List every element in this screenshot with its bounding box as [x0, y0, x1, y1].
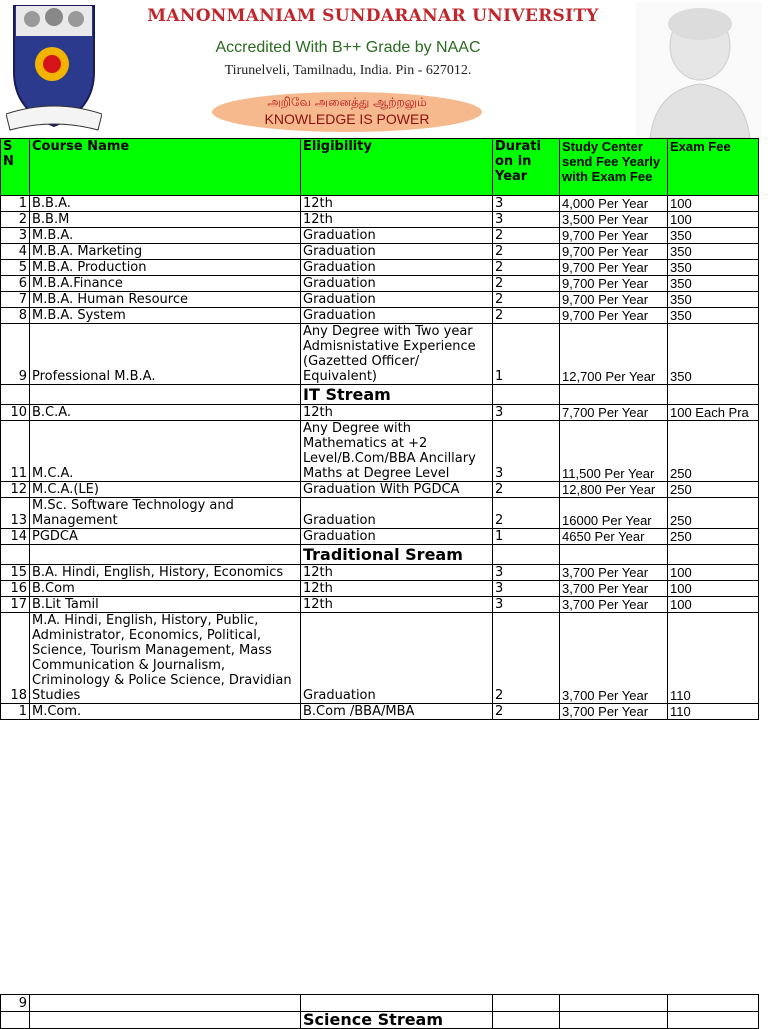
stream-blank: [1, 1012, 30, 1029]
row-duration: 3: [493, 597, 560, 613]
table-row: [1, 228, 759, 244]
stream-blank: [560, 385, 668, 405]
row-eligibility: 12th: [301, 565, 493, 581]
stream-blank: [1, 545, 30, 565]
stream-heading: Traditional Sream: [301, 545, 493, 565]
row-sn: 13: [1, 498, 30, 529]
row-sn: 16: [1, 581, 30, 597]
row-duration: 2: [493, 704, 560, 720]
row-eligibility: Graduation With PGDCA: [301, 482, 493, 498]
row-exam-fee: 250: [668, 482, 759, 498]
row-exam-fee: 250: [668, 498, 759, 529]
stream-blank: [30, 545, 301, 565]
row-exam-fee: 350: [668, 292, 759, 308]
row-sn: 1: [1, 704, 30, 720]
row-exam-fee: 100: [668, 597, 759, 613]
row-course: M.B.A.Finance: [30, 276, 301, 292]
table-row: [1, 324, 759, 385]
row-eligibility: Graduation: [301, 244, 493, 260]
page-header: [0, 0, 768, 138]
row-fee: 16000 Per Year: [560, 498, 668, 529]
row-duration: 3: [493, 196, 560, 212]
row-sn: 18: [1, 613, 30, 704]
row-sn: 8: [1, 308, 30, 324]
table-row: [1, 529, 759, 545]
row-fee: 9,700 Per Year: [560, 244, 668, 260]
row-sn-continued: 9: [1, 995, 30, 1012]
table-row: [1, 308, 759, 324]
row-course: Professional M.B.A.: [30, 324, 301, 385]
row-exam-fee: 100: [668, 581, 759, 597]
row-sn: 9: [1, 324, 30, 385]
table-header-row: [1, 139, 759, 196]
course-table: [0, 138, 759, 720]
table-row: [1, 196, 759, 212]
row-eligibility: Graduation: [301, 613, 493, 704]
row-eligibility: Graduation: [301, 228, 493, 244]
row-course: M.A. Hindi, English, History, Public, Administrator, Economics, Political, Science, Tourism Management, Mass Communication & Journalism, Criminology & Police Science, Dravidian Studies: [30, 613, 301, 704]
row-duration: 3: [493, 405, 560, 421]
row-course: M.Sc. Software Technology and Management: [30, 498, 301, 529]
row-duration: 3: [493, 581, 560, 597]
row-fee: 9,700 Per Year: [560, 292, 668, 308]
stream-blank: [560, 545, 668, 565]
table-row: [1, 581, 759, 597]
stream-heading: Science Stream: [301, 1012, 493, 1029]
row-fee: 3,700 Per Year: [560, 581, 668, 597]
row-duration: 2: [493, 292, 560, 308]
stream-blank: [493, 1012, 560, 1029]
stream-row: [1, 1012, 759, 1029]
row-course: B.A. Hindi, English, History, Economics: [30, 565, 301, 581]
row-exam-fee: 110: [668, 613, 759, 704]
university-name: MANONMANIAM SUNDARANAR UNIVERSITY: [147, 6, 599, 26]
stream-blank: [493, 385, 560, 405]
row-sn: 2: [1, 212, 30, 228]
row-sn: 7: [1, 292, 30, 308]
table-row: [1, 212, 759, 228]
row-eligibility: 12th: [301, 212, 493, 228]
stream-blank: [1, 385, 30, 405]
row-sn: 17: [1, 597, 30, 613]
row-fee: 4,000 Per Year: [560, 196, 668, 212]
stream-blank: [493, 545, 560, 565]
row-course: M.B.A. Production: [30, 260, 301, 276]
motto-tamil: அறிவே அனைத்து ஆற்றலும்: [267, 95, 427, 109]
stream-blank: [560, 1012, 668, 1029]
row-sn: 10: [1, 405, 30, 421]
row-exam-fee: 100: [668, 212, 759, 228]
row-duration: 1: [493, 324, 560, 385]
table-row: [1, 995, 759, 1012]
row-course: B.B.A.: [30, 196, 301, 212]
row-duration: 2: [493, 498, 560, 529]
row-exam-fee: 250: [668, 529, 759, 545]
table-row: [1, 597, 759, 613]
header-sn: S N: [1, 139, 30, 196]
header-exam-fee: Exam Fee: [668, 139, 759, 196]
row-fee: 3,700 Per Year: [560, 613, 668, 704]
row-fee: 9,700 Per Year: [560, 308, 668, 324]
stream-heading: IT Stream: [301, 385, 493, 405]
row-eligibility: Graduation: [301, 276, 493, 292]
row-course: M.B.A. System: [30, 308, 301, 324]
row-eligibility: Any Degree with Two year Admisnistative Experience (Gazetted Officer/ Equivalent): [301, 324, 493, 385]
table-row: [1, 405, 759, 421]
motto-banner: [212, 92, 482, 132]
header-eligibility: Eligibility: [301, 139, 493, 196]
row-course: M.C.A.(LE): [30, 482, 301, 498]
table-row: [1, 244, 759, 260]
row-duration: 2: [493, 276, 560, 292]
row-course: M.B.A.: [30, 228, 301, 244]
row-sn: 15: [1, 565, 30, 581]
table-row: [1, 498, 759, 529]
row-fee: 3,700 Per Year: [560, 565, 668, 581]
row-course: M.Com.: [30, 704, 301, 720]
row-sn: 6: [1, 276, 30, 292]
row-exam-fee: 350: [668, 276, 759, 292]
row-fee: 3,700 Per Year: [560, 704, 668, 720]
row-eligibility: B.Com /BBA/MBA: [301, 704, 493, 720]
address-text: Tirunelveli, Tamilnadu, India. Pin - 627012.: [224, 63, 472, 78]
row-duration: 2: [493, 613, 560, 704]
table-row: [1, 613, 759, 704]
header-study-center-fee: Study Center send Fee Yearly with Exam Fee: [560, 139, 668, 196]
row-course: B.C.A.: [30, 405, 301, 421]
table-row: [1, 276, 759, 292]
header-course-name: Course Name: [30, 139, 301, 196]
row-eligibility: 12th: [301, 581, 493, 597]
row-sn: 1: [1, 196, 30, 212]
row-eligibility: 12th: [301, 597, 493, 613]
row-fee: 7,700 Per Year: [560, 405, 668, 421]
table-row: [1, 292, 759, 308]
table-row: [1, 704, 759, 720]
row-sn: 14: [1, 529, 30, 545]
table-row: [1, 421, 759, 482]
stream-blank: [560, 995, 668, 1012]
row-sn: 5: [1, 260, 30, 276]
row-fee: 12,800 Per Year: [560, 482, 668, 498]
row-duration: 2: [493, 228, 560, 244]
row-duration: 2: [493, 260, 560, 276]
table-row: [1, 565, 759, 581]
founder-portrait-icon: [636, 2, 762, 138]
row-eligibility: Graduation: [301, 308, 493, 324]
stream-blank: [668, 385, 759, 405]
row-exam-fee: 350: [668, 244, 759, 260]
row-exam-fee: 350: [668, 228, 759, 244]
stream-blank: [30, 1012, 301, 1029]
row-exam-fee: 100 Each Pra: [668, 405, 759, 421]
row-course: PGDCA: [30, 529, 301, 545]
motto-english: KNOWLEDGE IS POWER: [264, 111, 430, 127]
stream-blank: [668, 1012, 759, 1029]
row-fee: 4650 Per Year: [560, 529, 668, 545]
row-exam-fee: 350: [668, 260, 759, 276]
row-course: M.B.A. Marketing: [30, 244, 301, 260]
row-duration: 3: [493, 212, 560, 228]
row-duration: 3: [493, 421, 560, 482]
row-course: M.B.A. Human Resource: [30, 292, 301, 308]
row-course: B.B.M: [30, 212, 301, 228]
stream-blank: [668, 545, 759, 565]
row-eligibility: Graduation: [301, 529, 493, 545]
row-sn: 3: [1, 228, 30, 244]
accreditation-text: Accredited With B++ Grade by NAAC: [215, 39, 481, 56]
row-fee: 3,500 Per Year: [560, 212, 668, 228]
row-exam-fee: 100: [668, 196, 759, 212]
row-exam-fee: 110: [668, 704, 759, 720]
row-duration: 1: [493, 529, 560, 545]
row-duration: 2: [493, 244, 560, 260]
row-eligibility: 12th: [301, 405, 493, 421]
row-eligibility: 12th: [301, 196, 493, 212]
row-course: B.Com: [30, 581, 301, 597]
row-exam-fee: 250: [668, 421, 759, 482]
row-eligibility: Graduation: [301, 260, 493, 276]
row-fee: 9,700 Per Year: [560, 260, 668, 276]
stream-blank: [30, 995, 301, 1012]
row-fee: 3,700 Per Year: [560, 597, 668, 613]
row-sn: 12: [1, 482, 30, 498]
row-course: B.Lit Tamil: [30, 597, 301, 613]
row-exam-fee: 350: [668, 308, 759, 324]
row-fee: 9,700 Per Year: [560, 228, 668, 244]
row-duration: 2: [493, 308, 560, 324]
stream-blank: [668, 995, 759, 1012]
row-eligibility: Graduation: [301, 292, 493, 308]
row-eligibility: Any Degree with Mathematics at +2 Level/B.Com/BBA Ancillary Maths at Degree Level: [301, 421, 493, 482]
row-fee: 12,700 Per Year: [560, 324, 668, 385]
row-duration: 2: [493, 482, 560, 498]
row-exam-fee: 350: [668, 324, 759, 385]
row-fee: 9,700 Per Year: [560, 276, 668, 292]
stream-blank: [30, 385, 301, 405]
header-duration: Durati on in Year: [493, 139, 560, 196]
row-eligibility: Graduation: [301, 498, 493, 529]
table-row: [1, 482, 759, 498]
stream-blank: [493, 995, 560, 1012]
stream-row: [1, 545, 759, 565]
row-course: M.C.A.: [30, 421, 301, 482]
row-fee: 11,500 Per Year: [560, 421, 668, 482]
table-row: [1, 260, 759, 276]
row-duration: 3: [493, 565, 560, 581]
stream-blank: [301, 995, 493, 1012]
university-emblem-icon: [6, 2, 102, 134]
row-sn: 4: [1, 244, 30, 260]
row-sn: 11: [1, 421, 30, 482]
row-exam-fee: 100: [668, 565, 759, 581]
stream-row: [1, 385, 759, 405]
